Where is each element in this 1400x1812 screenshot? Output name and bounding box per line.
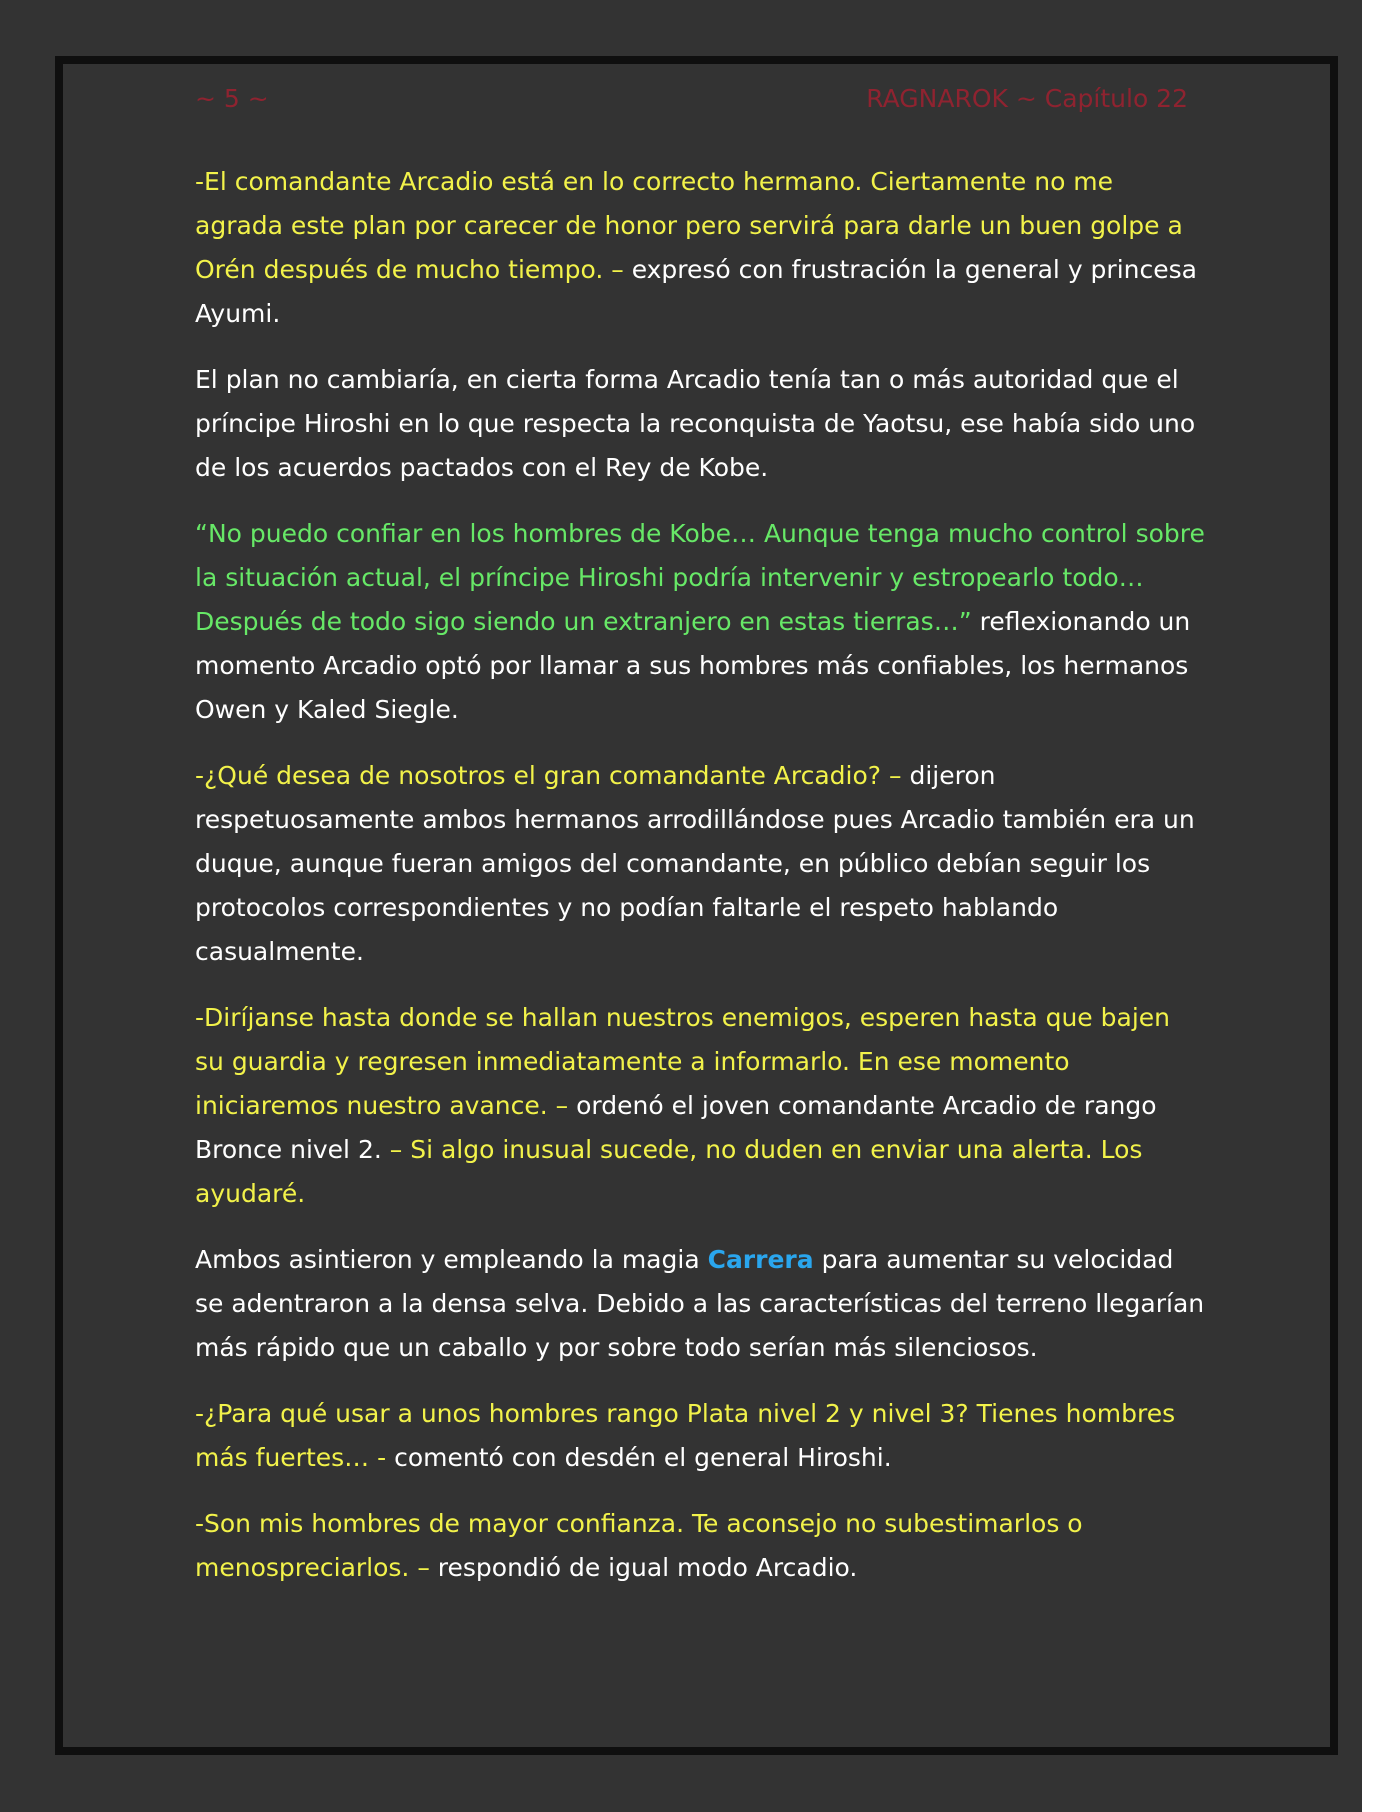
narration: comentó con desdén el general Hiroshi.	[386, 1443, 892, 1472]
narration: para aumentar su velocidad se adentraron a la densa selva. Debido a las características del terreno llegarían más rápido que un caballo y por sobre todo serían más silenciosos.	[195, 1245, 1205, 1362]
paragraph	[195, 754, 1205, 974]
narration: expresó con frustración la general y princesa Ayumi.	[195, 255, 1197, 328]
thought: “No puedo confiar en los hombres de Kobe… Aunque tenga mucho control sobre la situación actual, el príncipe Hiroshi podría intervenir y estropearlo todo… Después de todo sigo siendo un extranjero en estas tierras…”	[195, 519, 1205, 636]
paragraph	[195, 1392, 1205, 1480]
dialogue: – Si algo inusual sucede, no duden en enviar una alerta. Los ayudaré.	[195, 1135, 1143, 1208]
narration: ordenó el joven comandante Arcadio de rango Bronce nivel 2.	[195, 1091, 1157, 1164]
paragraph	[195, 1238, 1205, 1370]
dialogue: -Son mis hombres de mayor confianza. Te aconsejo no subestimarlos o menospreciarlos. –	[195, 1509, 1083, 1582]
dialogue: -¿Para qué usar a unos hombres rango Plata nivel 2 y nivel 3? Tienes hombres más fuertes… -	[195, 1399, 1176, 1472]
narration: dijeron respetuosamente ambos hermanos arrodillándose pues Arcadio también era un duque, aunque fueran amigos del comandante, en público debían seguir los protocolos correspondientes y no podían faltarle el respeto hablando casualmente.	[195, 761, 1195, 966]
magic-name: Carrera	[707, 1245, 814, 1274]
narration: reflexionando un momento Arcadio optó por llamar a sus hombres más confiables, los hermanos Owen y Kaled Siegle.	[195, 607, 1191, 724]
narration: Ambos asintieron y empleando la magia	[195, 1245, 708, 1274]
paragraph	[195, 512, 1205, 732]
story-text	[195, 160, 1205, 1612]
chapter-title: RAGNAROK ~ Capítulo 22	[866, 84, 1188, 113]
paragraph	[195, 358, 1205, 490]
paragraph	[195, 996, 1205, 1216]
paragraph	[195, 160, 1205, 336]
narration: respondió de igual modo Arcadio.	[429, 1553, 858, 1582]
narration: El plan no cambiaría, en cierta forma Arcadio tenía tan o más autoridad que el príncipe Hiroshi en lo que respecta la reconquista de Yaotsu, ese había sido uno de los acuerdos pactados con el Rey de Kobe.	[195, 365, 1196, 482]
dialogue: -Diríjanse hasta donde se hallan nuestros enemigos, esperen hasta que bajen su guardia y regresen inmediatamente a informarlo. En ese momento iniciaremos nuestro avance. –	[195, 1003, 1170, 1120]
paragraph	[195, 1502, 1205, 1590]
dialogue: -¿Qué desea de nosotros el gran comandante Arcadio? –	[195, 761, 902, 790]
page-number: ~ 5 ~	[195, 84, 269, 113]
dialogue: -El comandante Arcadio está en lo correcto hermano. Ciertamente no me agrada este plan por carecer de honor pero servirá para darle un buen golpe a Orén después de mucho tiempo. –	[195, 167, 1183, 284]
